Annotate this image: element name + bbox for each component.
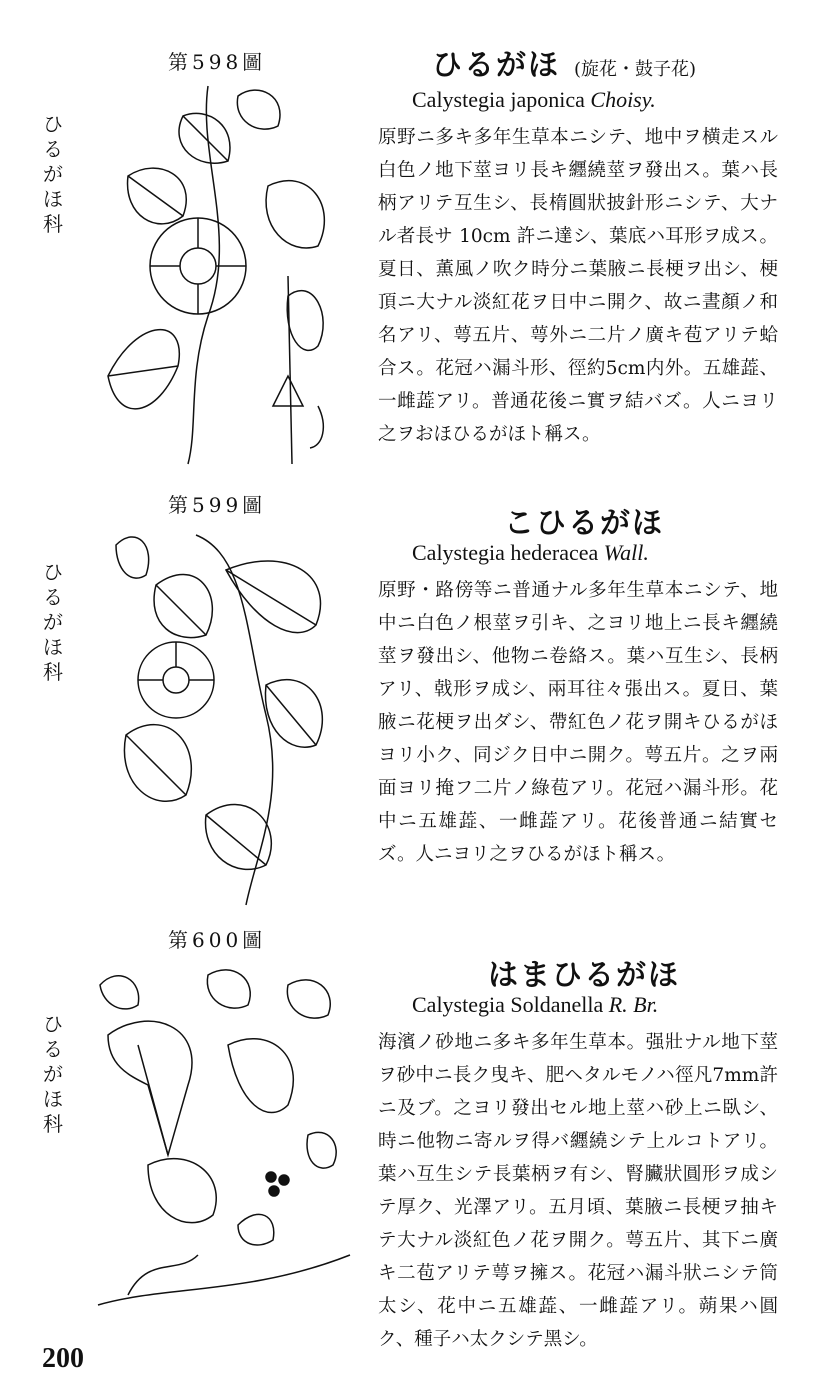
plant-illustration-598 (88, 76, 340, 468)
japanese-name-text: はまひるがほ (488, 958, 680, 993)
species-japanese-name (488, 950, 680, 994)
figure-label: 第599圖 (168, 493, 267, 517)
scientific-name-text: Calystegia japonica (412, 87, 585, 112)
plant-illustration-599 (96, 515, 356, 910)
japanese-name-text: ひるがほ (432, 48, 560, 83)
scientific-name-text: Calystegia Soldanella (412, 992, 604, 1017)
scientific-name (412, 992, 658, 1018)
scientific-authority: R. Br. (608, 992, 659, 1017)
family-label: ひるがほ科 (43, 1012, 63, 1136)
species-description: 原野・路傍等ニ普通ナル多年生草本ニシテ、地中ニ白色ノ根莖ヲ引キ、之ヨリ地上ニ長キ纒繞莖ヲ發出シ、他物ニ卷絡ス。葉ハ互生シ、長柄アリ、戟形ヲ成シ、兩耳往々張出ス。夏日、葉腋ニ花梗ヲ出ダシ、帶紅色ノ花ヲ開キひるがほヨリ小ク、同ジク日中ニ開ク。萼五片。之ヲ兩面ヨリ掩フ二片ノ綠苞アリ。花冠ハ漏斗形。花中ニ五雄蕋、一雌蕋アリ。花後普通ニ結實セズ。人ニヨリ之ヲひるがほト稱ス。 (378, 580, 778, 865)
scientific-name (412, 87, 656, 113)
species-description: 海濱ノ砂地ニ多キ多年生草本。强壯ナル地下莖ヲ砂中ニ長ク曳キ、肥ヘタルモノハ徑凡7mm許ニ及ブ。之ヨリ發出セル地上莖ハ砂上ニ臥シ、時ニ他物ニ寄ルヲ得バ纒繞シテ上ルコトアリ。葉ハ互生シテ長葉柄ヲ有シ、腎臟狀圓形ヲ成シテ厚ク、光澤アリ。五月頃、葉腋ニ長梗ヲ抽キテ大ナル淡紅色ノ花ヲ開ク。萼五片、其下ニ廣キ二苞アリテ萼ヲ擁ス。花冠ハ漏斗狀ニシテ筒太シ、花中ニ五雄蕋、一雌蕋アリ。蒴果ハ圓ク、種子ハ太クシテ黑シ。 (378, 1032, 778, 1350)
figure-label: 第600圖 (168, 928, 267, 952)
japanese-name-text: こひるがほ (504, 506, 664, 541)
scientific-authority: Wall. (603, 540, 649, 565)
page-number: 200 (42, 1343, 84, 1374)
species-description: 原野ニ多キ多年生草本ニシテ、地中ヲ横走スル白色ノ地下莖ヨリ長キ纒繞莖ヲ發出ス。葉ハ長柄アリテ互生シ、長楕圓狀披針形ニシテ、大ナル者長サ 10cm 許ニ達シ、葉底ハ耳形ヲ成ス。夏日、薫風ノ吹ク時分ニ葉腋ニ長梗ヲ出シ、梗頂ニ大ナル淡紅花ヲ日中ニ開ク、故ニ晝顏ノ和名アリ、萼五片、萼外ニ二片ノ廣キ苞アリテ蛤合ス。花冠ハ漏斗形、徑約5cm内外。五雄蕋、一雌蕋アリ。普通花後ニ實ヲ結バズ。人ニヨリ之ヲおほひるがほト稱ス。 (378, 127, 778, 445)
alternative-names: (旋花・鼓子花) (574, 59, 697, 80)
figure-label: 第598圖 (168, 50, 267, 74)
family-label: ひるがほ科 (43, 112, 63, 236)
plant-illustration-600 (88, 955, 358, 1335)
scientific-authority: Choisy. (590, 87, 656, 112)
scientific-name-text: Calystegia hederacea (412, 540, 599, 565)
family-label: ひるがほ科 (43, 560, 63, 684)
species-japanese-name (504, 498, 664, 542)
species-japanese-name (432, 40, 696, 84)
scientific-name (412, 540, 649, 566)
